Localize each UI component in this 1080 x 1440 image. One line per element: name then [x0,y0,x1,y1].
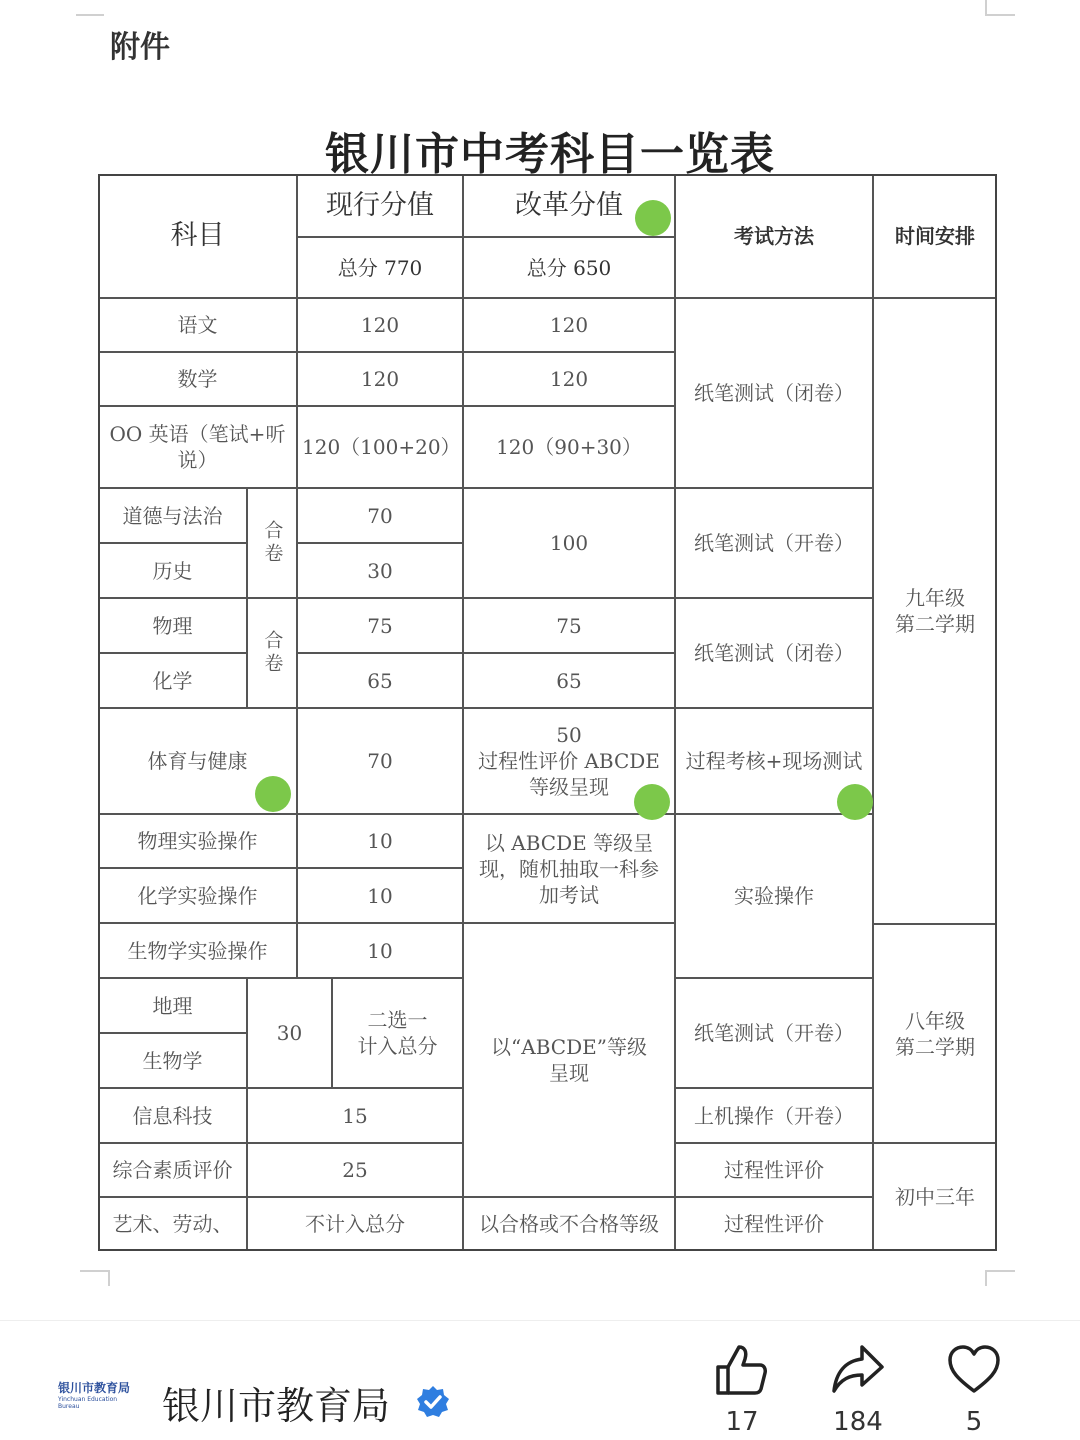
subject-arts: 艺术、劳动、 [98,1197,247,1251]
score-current: 30 [297,543,463,598]
score-current: 75 [297,598,463,653]
method-cell: 过程考核+现场测试 [675,708,873,814]
total-reform: 总分 650 [463,237,675,298]
crop-mark [985,1270,1015,1286]
score-reform: 以“ABCDE”等级呈现 [463,923,675,1197]
subject-physics: 物理 [98,598,247,653]
header-method: 考试方法 [675,174,873,298]
subject-pe: 体育与健康 [98,708,297,814]
score-current: 120（100+20） [297,406,463,488]
subject-biology-lab: 生物学实验操作 [98,923,297,978]
combined-exam-label: 合卷 [247,598,297,708]
schedule-grade8: 八年级 第二学期 [873,924,997,1143]
subject-physics-lab: 物理实验操作 [98,814,297,868]
score-reform: 120 [463,298,675,352]
account-logo[interactable] [58,1379,140,1409]
verified-badge-icon [416,1385,450,1419]
logo-subtext: Yinchuan Education Bureau [58,1396,118,1410]
subject-english: OO 英语（笔试+听说） [98,406,297,488]
score-reform: 以合格或不合格等级 [463,1197,675,1251]
score-reform: 50 过程性评价 ABCDE 等级呈现 [463,708,675,814]
score-current: 70 [297,488,463,543]
subject-it: 信息科技 [98,1088,247,1143]
score-current: 10 [297,868,463,923]
method-cell: 上机操作（开卷） [675,1088,873,1143]
schedule-grade9: 九年级 第二学期 [873,298,997,924]
score-current: 120 [297,298,463,352]
score-current: 10 [297,923,463,978]
subject-history: 历史 [98,543,247,598]
method-cell: 纸笔测试（闭卷） [675,598,873,708]
subject-geography: 地理 [98,978,247,1033]
score-reform: 以 ABCDE 等级呈现，随机抽取一科参加考试 [463,814,675,923]
header-subject: 科目 [98,174,297,298]
score-reform: 75 [463,598,675,653]
total-current: 总分 770 [297,237,463,298]
score-current: 25 [247,1143,463,1197]
marker-dot [634,784,670,820]
method-cell: 纸笔测试（开卷） [675,488,873,598]
subject-math: 数学 [98,352,297,406]
favorite-button[interactable] [934,1343,1014,1437]
method-cell: 纸笔测试（开卷） [675,978,873,1088]
post-footer [0,1320,1080,1440]
heart-icon [946,1343,1002,1397]
logo-text: 银川市教育局 [58,1381,131,1395]
score-current: 30 [247,978,332,1088]
score-reform: 65 [463,653,675,708]
crop-mark [80,1270,110,1286]
score-current: 120 [297,352,463,406]
combined-exam-label: 合卷 [247,488,297,598]
crop-mark [985,0,1015,16]
subject-moral: 道德与法治 [98,488,247,543]
score-current: 10 [297,814,463,868]
document-title: 银川市中考科目一览表 [325,129,775,180]
subject-chemistry: 化学 [98,653,247,708]
subject-quality: 综合素质评价 [98,1143,247,1197]
score-current: 不计入总分 [247,1197,463,1251]
like-button[interactable] [702,1343,782,1437]
score-note: 二选一 计入总分 [332,978,463,1088]
score-reform: 100 [463,488,675,598]
schedule-three-years: 初中三年 [873,1143,997,1251]
method-cell: 实验操作 [675,814,873,978]
subject-chemistry-lab: 化学实验操作 [98,868,297,923]
share-button[interactable] [818,1343,898,1437]
marker-dot [635,200,671,236]
subject-chinese: 语文 [98,298,297,352]
score-reform: 120 [463,352,675,406]
share-icon [830,1343,886,1397]
method-cell: 过程性评价 [675,1143,873,1197]
share-count: 184 [833,1407,883,1437]
subject-biology: 生物学 [98,1033,247,1088]
like-count: 17 [725,1407,759,1437]
account-name[interactable]: 银川市教育局 [162,1384,391,1428]
header-current: 现行分值 [297,174,463,237]
header-schedule: 时间安排 [873,174,997,298]
crop-mark [76,0,104,16]
marker-dot [837,784,873,820]
score-current: 15 [247,1088,463,1143]
attachment-label: 附件 [110,30,170,65]
method-cell: 纸笔测试（闭卷） [675,298,873,488]
thumbs-up-icon [714,1343,770,1397]
favorite-count: 5 [965,1407,983,1437]
score-current: 70 [297,708,463,814]
header-reform: 改革分值 [463,174,675,237]
method-cell: 过程性评价 [675,1197,873,1251]
marker-dot [255,776,291,812]
score-current: 65 [297,653,463,708]
score-reform: 120（90+30） [463,406,675,488]
